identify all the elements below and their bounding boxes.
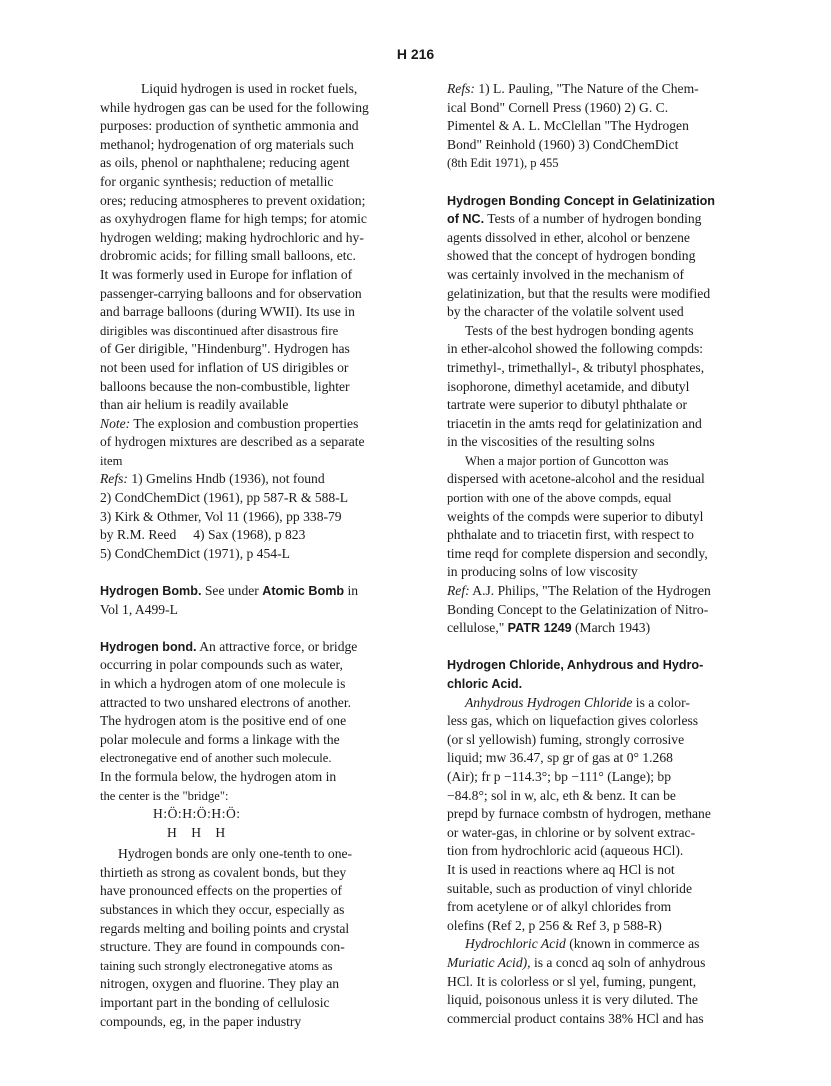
text-line: Bonding Concept to the Gelatinization of Nitro- [447, 601, 709, 617]
text-line: cellulose," [447, 620, 508, 636]
text-line: purposes: production of synthetic ammonia and [100, 118, 359, 134]
text-line: not been used for inflation of US dirigibles or [100, 359, 349, 375]
text-line: The explosion and combustion properties [130, 415, 359, 431]
text-line: substances in which they occur, especially as [100, 901, 345, 917]
text-line: A.J. Philips, "The Relation of the Hydrogen [469, 583, 711, 599]
text-line: time reqd for complete dispersion and secondly, [447, 545, 708, 561]
hydrogen-bomb-entry [100, 582, 412, 619]
note-label: Note: [100, 415, 131, 431]
text-line: electronegative end of another such molecule. [100, 751, 332, 766]
hydrogen-chloride-entry [447, 656, 769, 1028]
text-line: methanol; hydrogenation of org materials such [100, 136, 354, 152]
text-line: 1) Gmelins Hndb (1936), not found [127, 471, 325, 487]
text-line: in producing solns of low viscosity [447, 564, 638, 580]
text-line: compounds, eg, in the paper industry [100, 1013, 302, 1029]
text-line: nitrogen, oxygen and fluorine. They play an [100, 976, 340, 992]
text-line: 1) L. Pauling, "The Nature of the Chem- [474, 81, 699, 96]
refs-block [447, 80, 769, 173]
text-line: and barrage balloons (during WWII). Its use in [100, 304, 355, 320]
text-line: of hydrogen mixtures are described as a separate [100, 434, 365, 450]
text-line: agents dissolved in ether, alcohol or benzene [447, 229, 690, 245]
text-line: When a major portion of Guncotton was [465, 453, 669, 468]
refs-label: Refs: [447, 81, 475, 96]
water-formula [100, 805, 412, 845]
text-line: (Air); fr p −114.3°; bp −111° (Lange); bp [447, 768, 672, 784]
text-line: In the formula below, the hydrogen atom in [100, 768, 337, 784]
text-line: drobromic acids; for filling small balloons, etc. [100, 248, 356, 264]
text-line: tartrate were superior to dibutyl phthalate or [447, 397, 688, 413]
text-line: It was formerly used in Europe for inflation of [100, 266, 353, 282]
text-line: by R.M. Reed 4) Sax (1968), p 823 [100, 527, 306, 543]
text-line: thirtieth as strong as covalent bonds, but they [100, 864, 347, 880]
text-line: Liquid hydrogen is used in rocket fuels, [141, 81, 358, 96]
italic-term: Muriatic Acid), [447, 954, 531, 970]
text-line: (8th Edit 1971), p 455 [447, 156, 559, 171]
text-line: occurring in polar compounds such as water, [100, 657, 343, 673]
text-line: by the character of the volatile solvent used [447, 304, 684, 320]
entry-heading: Hydrogen Chloride, Anhydrous and Hydro- [447, 658, 704, 673]
text-line: in which a hydrogen atom of one molecule is [100, 676, 346, 691]
text-line: (March 1943) [571, 620, 651, 636]
entry-heading: Hydrogen bond. [100, 639, 197, 654]
text-line: phthalate and to triacetin first, with respect to [447, 527, 694, 543]
text-line: gelatinization, but that the results were modified [447, 285, 711, 301]
text-line: Tests of a number of hydrogen bonding [484, 211, 702, 227]
text-line: Tests of the best hydrogen bonding agents [465, 322, 694, 338]
text-line: −84.8°; sol in w, alc, eth & benz. It can be [447, 787, 676, 803]
ref-label: Ref: [447, 583, 470, 599]
formula-bottom: H H H [167, 824, 226, 840]
text-line: portion with one of the above compds, equal [447, 491, 672, 506]
text-line: Vol 1, A499-L [100, 601, 178, 617]
text-line: than air helium is readily available [100, 397, 289, 413]
text-line: It is used in reactions where aq HCl is not [447, 861, 675, 877]
entry-heading: Hydrogen Bonding Concept in Gelatinization [447, 193, 715, 208]
text-line: weights of the compds were superior to dibutyl [447, 508, 704, 524]
text-line: the center is the "bridge": [100, 788, 229, 803]
text-line: in ether-alcohol showed the following compds: [447, 341, 704, 357]
text-line: attracted to two unshared electrons of another. [100, 694, 352, 710]
italic-term: Anhydrous Hydrogen Chloride [465, 694, 633, 710]
text-line: liquid; mw 36.47, sp gr of gas at 0° 1.268 [447, 750, 673, 766]
text-line: balloons because the non-combustible, lighter [100, 378, 350, 394]
entry-heading: Hydrogen Bomb. [100, 584, 202, 599]
left-column [100, 80, 412, 1031]
text-line: The hydrogen atom is the positive end of one [100, 713, 347, 729]
text-line: have pronounced effects on the properties of [100, 883, 343, 899]
formula-top: H:Ö:H:Ö:H:Ö: [153, 806, 241, 822]
entry-heading: of NC. [447, 212, 485, 227]
text-line: olefins (Ref 2, p 256 & Ref 3, p 588-R) [447, 917, 662, 933]
text-line: 5) CondChemDict (1971), p 454-L [100, 545, 290, 561]
text-line: item [100, 453, 123, 468]
text-line: tion from hydrochloric acid (aqueous HCl). [447, 843, 684, 859]
text-line: Bond" Reinhold (1960) 3) CondChemDict [447, 136, 679, 152]
text-line: less gas, which on liquefaction gives colorless [447, 713, 699, 729]
text-line: Pimentel & A. L. McClellan "The Hydrogen [447, 118, 689, 134]
text-line: structure. They are found in compounds con- [100, 939, 345, 955]
text-line: Hydrogen bonds are only one-tenth to one- [118, 846, 353, 862]
text-line: for organic synthesis; reduction of metallic [100, 173, 334, 189]
text-line: dispersed with acetone-alcohol and the residual [447, 471, 705, 487]
text-line: HCl. It is colorless or sl yel, fuming, pungent, [447, 973, 697, 989]
entry-heading: chloric Acid. [447, 677, 523, 691]
text-line: polar molecule and forms a linkage with the [100, 731, 340, 747]
text-line: in the viscosities of the resulting solns [447, 434, 655, 450]
text-line: passenger-carrying balloons and for observation [100, 285, 362, 301]
text-line: ores; reducing atmospheres to prevent oxidation; [100, 192, 366, 208]
text-line: or water-gas, in chlorine or by solvent extrac- [447, 824, 696, 840]
cross-reference: Atomic Bomb [262, 584, 345, 599]
page-number: H 216 [396, 46, 435, 62]
note-block [100, 415, 412, 471]
report-number: PATR 1249 [507, 621, 572, 636]
refs-block [100, 470, 412, 563]
text-line: 3) Kirk & Othmer, Vol 11 (1966), pp 338-79 [100, 508, 342, 524]
hydrogen-bond-entry [100, 638, 412, 1031]
text-line: commercial product contains 38% HCl and has [447, 1010, 704, 1026]
text-line: as oils, phenol or naphthalene; reducing agent [100, 155, 350, 171]
intro-paragraph [100, 80, 412, 415]
text-line: dirigibles was discontinued after disastrous fire [100, 323, 339, 338]
text-line: was certainly involved in the mechanism of [447, 266, 685, 282]
text-line: isophorone, dimethyl acetamide, and dibutyl [447, 378, 690, 394]
text-line: important part in the bonding of cellulosic [100, 994, 330, 1010]
text-line: liquid, poisonous unless it is very diluted. The [447, 992, 698, 1008]
text-line: See under [201, 583, 263, 599]
text-line: is a concd aq soln of anhydrous [530, 954, 706, 970]
text-line: in [344, 583, 359, 599]
right-column [447, 80, 769, 1028]
refs-label: Refs: [100, 471, 128, 487]
italic-term: Hydrochloric Acid [465, 936, 566, 952]
text-line: as oxyhydrogen flame for high temps; for atomic [100, 211, 367, 227]
text-line: is a color- [632, 694, 690, 710]
text-line: prepd by furnace combstn of hydrogen, methane [447, 806, 711, 822]
text-line: triacetin in the amts reqd for gelatinization and [447, 415, 702, 431]
text-line: showed that the concept of hydrogen bonding [447, 248, 696, 264]
text-line: from acetylene or of alkyl chlorides from [447, 899, 672, 915]
text-line: hydrogen welding; making hydrochloric and hy- [100, 229, 364, 245]
text-line: regards melting and boiling points and crystal [100, 920, 350, 936]
text-line: 2) CondChemDict (1961), pp 587-R & 588-L [100, 490, 349, 506]
text-line: (or sl yellowish) fuming, strongly corrosive [447, 731, 685, 747]
text-line: trimethyl-, trimethallyl-, & tributyl phosphates, [447, 359, 705, 375]
text-line: of Ger dirigible, "Hindenburg". Hydrogen has [100, 341, 350, 357]
text-line: (known in commerce as [565, 936, 700, 952]
gelatinization-entry [447, 192, 769, 638]
text-line: suitable, such as production of vinyl chloride [447, 880, 693, 896]
text-line: ical Bond" Cornell Press (1960) 2) G. C. [447, 99, 669, 115]
text-line: An attractive force, or bridge [196, 638, 358, 654]
text-line: while hydrogen gas can be used for the following [100, 99, 369, 115]
text-line: taining such strongly electronegative atoms as [100, 958, 333, 973]
